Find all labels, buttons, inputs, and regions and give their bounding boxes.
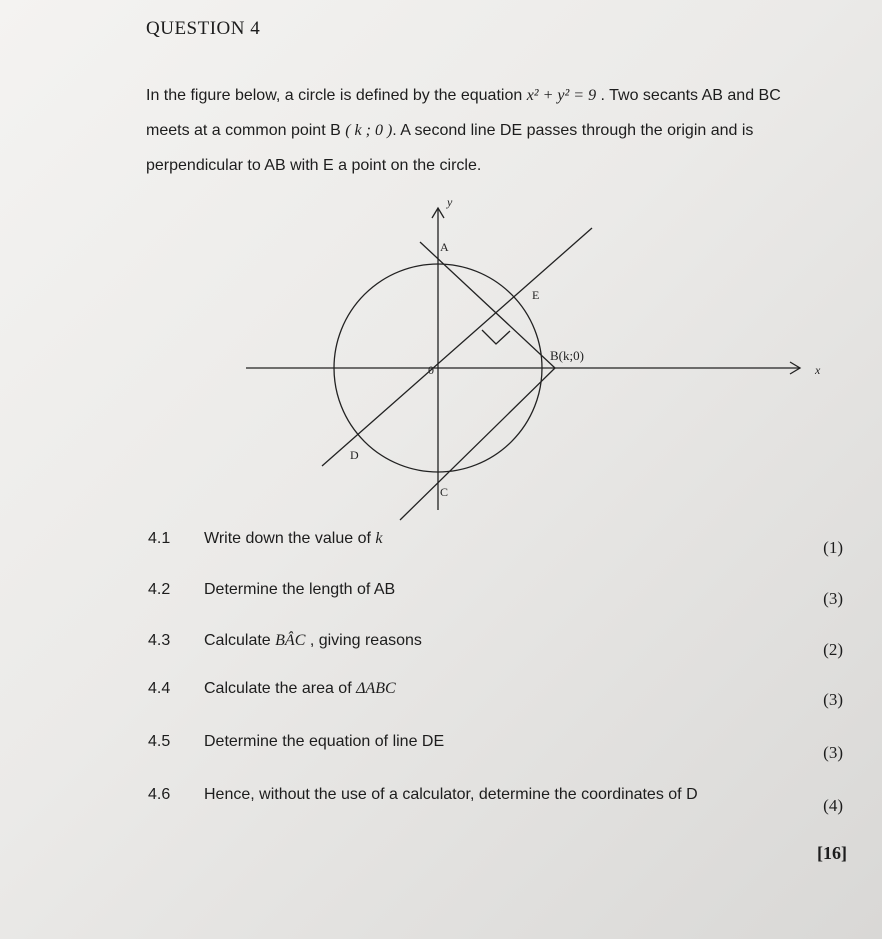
subquestion-4-6: 4.6 Hence, without the use of a calculator, determine the coordinates of D (4) bbox=[148, 786, 843, 815]
label-origin: 0 bbox=[428, 363, 434, 377]
label-b: B(k;0) bbox=[550, 348, 584, 363]
intro-line-2: meets at a common point B ( k ; 0 ). A second line DE passes through the origin and is bbox=[146, 122, 754, 139]
marks: (2) bbox=[823, 640, 843, 659]
label-y-axis: y bbox=[447, 195, 453, 209]
marks: (3) bbox=[823, 690, 843, 709]
question-title: QUESTION 4 bbox=[146, 18, 261, 39]
label-d: D bbox=[350, 448, 359, 462]
marks: (3) bbox=[823, 743, 843, 762]
right-angle-marker bbox=[482, 330, 510, 344]
point-b-coords: ( k ; 0 ) bbox=[345, 122, 393, 139]
subquestion-4-3: 4.3 Calculate BÂC , giving reasons (2) bbox=[148, 632, 843, 659]
subquestion-4-2: 4.2 Determine the length of AB (3) bbox=[148, 581, 843, 608]
intro-line-3: perpendicular to AB with E a point on the circle. bbox=[146, 157, 482, 174]
subquestion-4-5: 4.5 Determine the equation of line DE (3) bbox=[148, 733, 843, 762]
label-a: A bbox=[440, 240, 449, 254]
subquestion-4-1: 4.1 Write down the value of k (1) bbox=[148, 530, 843, 557]
marks: (4) bbox=[823, 796, 843, 815]
total-marks: [16] bbox=[817, 843, 847, 863]
marks: (1) bbox=[823, 538, 843, 557]
secant-bc bbox=[400, 368, 555, 520]
subquestion-4-4: 4.4 Calculate the area of ΔABC (3) bbox=[148, 680, 843, 709]
marks: (3) bbox=[823, 589, 843, 608]
secant-ab bbox=[420, 242, 555, 368]
label-e: E bbox=[532, 288, 540, 302]
line-de bbox=[322, 228, 592, 466]
label-x-axis: x bbox=[815, 363, 821, 377]
label-c: C bbox=[440, 485, 449, 499]
intro-line-1: In the figure below, a circle is defined by the equation x² + y² = 9 . Two secants AB and BC bbox=[146, 87, 781, 104]
circle-equation: x² + y² = 9 bbox=[526, 87, 597, 104]
